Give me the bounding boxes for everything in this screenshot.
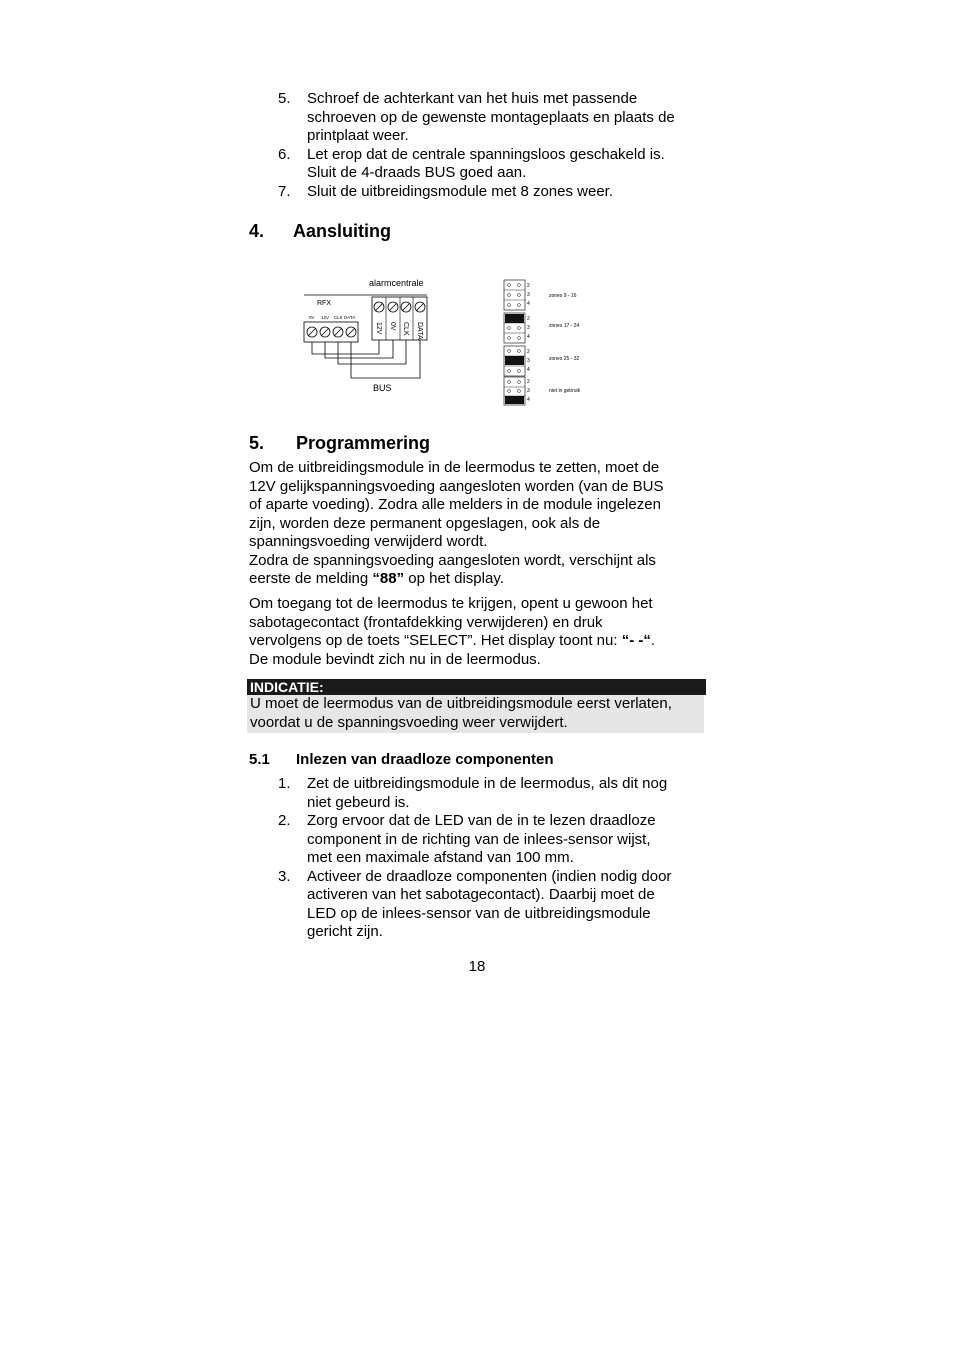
jumper-label: zones 17 - 24 (549, 323, 580, 329)
section-title: Programmering (296, 433, 431, 453)
paragraph-line: De module bevindt zich nu in de leermodus. (249, 650, 541, 668)
display-code: “88” (372, 570, 405, 587)
jumper-label: niet in gebruik (549, 388, 581, 394)
alarm-terminal-labels (375, 322, 423, 340)
item-number: 5. (278, 90, 291, 107)
item-text-line: component in de richting van de inlees-sensor wijst, (307, 830, 651, 848)
rfx-small-labels (309, 315, 355, 320)
display-code: “- -“ (621, 632, 651, 649)
paragraph-line: spanningsvoeding verwijderd wordt. (249, 533, 488, 550)
text-run: eerste de melding (249, 570, 373, 587)
pin-label: 2 (527, 316, 530, 322)
wiring-diagram (300, 270, 600, 410)
item-number: 1. (278, 775, 291, 792)
subsection-number: 5.1 (249, 751, 270, 768)
subsection-heading (249, 751, 554, 768)
item-text-line: LED op de inlees-sensor van de uitbreidingsmodule (307, 904, 651, 922)
paragraph-access (249, 595, 709, 669)
steps-list-bottom (278, 775, 708, 942)
item-text-line: Sluit de uitbreidingsmodule met 8 zones weer. (307, 182, 614, 200)
text-run: vervolgens op de toets “SELECT”. Het display toont nu: (249, 632, 622, 649)
note-body (247, 695, 704, 733)
list-item (278, 146, 708, 183)
item-number: 7. (278, 182, 291, 200)
text-run: op het display. (404, 570, 504, 587)
item-text-line: Activeer de draadloze componenten (indien nodig door (307, 867, 672, 885)
rfx-term-label: DATA (344, 315, 356, 320)
note-line: U moet de leermodus van de uitbreidingsmodule eerst verlaten, (250, 695, 672, 712)
rfx-screw-terminals (307, 327, 356, 337)
section-heading-aansluiting (249, 221, 391, 242)
pin-label: 3 (527, 292, 530, 298)
rfx-term-label: 0V (309, 315, 315, 320)
list-item (278, 183, 708, 202)
jumper-group (504, 313, 580, 343)
terminal-label: 12V (375, 322, 382, 335)
item-text-line: schroeven op de gewenste montageplaats en plaats de (307, 108, 675, 126)
paragraph-line: 12V gelijkspanningsvoeding aangesloten worden (van de BUS (249, 477, 664, 495)
list-item (278, 868, 708, 942)
pin-label: 2 (527, 283, 530, 289)
alarmcentrale-label: alarmcentrale (369, 278, 424, 288)
rfx-term-label: 12V (321, 315, 330, 320)
item-text-line: Zet de uitbreidingsmodule in de leermodus, als dit nog (307, 775, 668, 792)
section-number: 4. (249, 221, 265, 241)
pin-label: 2 (527, 349, 530, 355)
item-text-line: Zorg ervoor dat de LED van de in te lezen draadloze (307, 812, 656, 829)
pin-label: 3 (527, 325, 530, 331)
list-item (278, 812, 708, 868)
steps-list-top (278, 90, 708, 201)
terminal-label: 0V (389, 322, 396, 331)
pin-label: 4 (527, 367, 530, 373)
text-run: . (650, 632, 656, 649)
item-text-line: met een maximale afstand van 100 mm. (307, 849, 574, 866)
pin-label: 4 (527, 397, 530, 403)
pin-label: 4 (527, 334, 530, 340)
item-text-line: activeren van het sabotagecontact). Daarbij moet de (307, 886, 655, 903)
paragraph-line: sabotagecontact (frontafdekking verwijderen) en druk (249, 613, 603, 631)
item-number: 2. (278, 812, 291, 829)
section-title: Aansluiting (293, 221, 391, 241)
paragraph-learn-mode (249, 459, 709, 589)
pin-label: 3 (527, 358, 530, 364)
list-item (278, 775, 708, 812)
jumper-label: zones 25 - 32 (549, 356, 580, 362)
note-heading: INDICATIE: (247, 679, 706, 695)
subsection-title: Inlezen van draadloze componenten (296, 751, 554, 768)
pin-label: 2 (527, 379, 530, 385)
jumper-label: zones 9 - 16 (549, 293, 577, 299)
alarm-screw-terminals (374, 302, 425, 312)
section-heading-programmering (249, 433, 430, 454)
paragraph-line: Om toegang tot de leermodus te krijgen, opent u gewoon het (249, 595, 653, 612)
page-number: 18 (468, 958, 486, 975)
item-text-line: Schroef de achterkant van het huis met passende (307, 90, 638, 107)
rfx-term-label: CLK (334, 315, 343, 320)
paragraph-line: zijn, worden deze permanent opgeslagen, ook als de (249, 514, 601, 532)
bus-label: BUS (373, 383, 392, 393)
jumper-group (504, 346, 580, 376)
pin-label: 3 (527, 388, 530, 394)
jumper-group (504, 377, 581, 405)
paragraph-line: of aparte voeding). Zodra alle melders in de module ingelezen (249, 496, 661, 513)
terminal-label: CLK (402, 322, 409, 336)
paragraph-line: Zodra de spanningsvoeding aangesloten wordt, verschijnt als (249, 551, 656, 569)
section-number: 5. (249, 433, 265, 453)
item-text-line: Let erop dat de centrale spanningsloos geschakeld is. (307, 145, 665, 163)
jumper-group (504, 280, 577, 310)
terminal-label: DATA (416, 322, 423, 340)
item-text-line: Sluit de 4-draads BUS goed aan. (307, 164, 527, 181)
item-text-line: niet gebeurd is. (307, 793, 410, 811)
list-item (278, 90, 708, 146)
paragraph-line: Om de uitbreidingsmodule in de leermodus te zetten, moet de (249, 459, 660, 476)
paragraph-line (249, 632, 709, 651)
item-number: 6. (278, 145, 291, 163)
bus-wires (312, 340, 420, 378)
pin-label: 4 (527, 301, 530, 307)
item-number: 3. (278, 867, 291, 885)
note-line: voordat u de spanningsvoeding weer verwijdert. (250, 713, 568, 731)
item-text-line: printplaat weer. (307, 127, 409, 144)
rfx-label: RFX (317, 300, 331, 307)
item-text-line: gericht zijn. (307, 923, 383, 940)
paragraph-line (249, 570, 709, 589)
